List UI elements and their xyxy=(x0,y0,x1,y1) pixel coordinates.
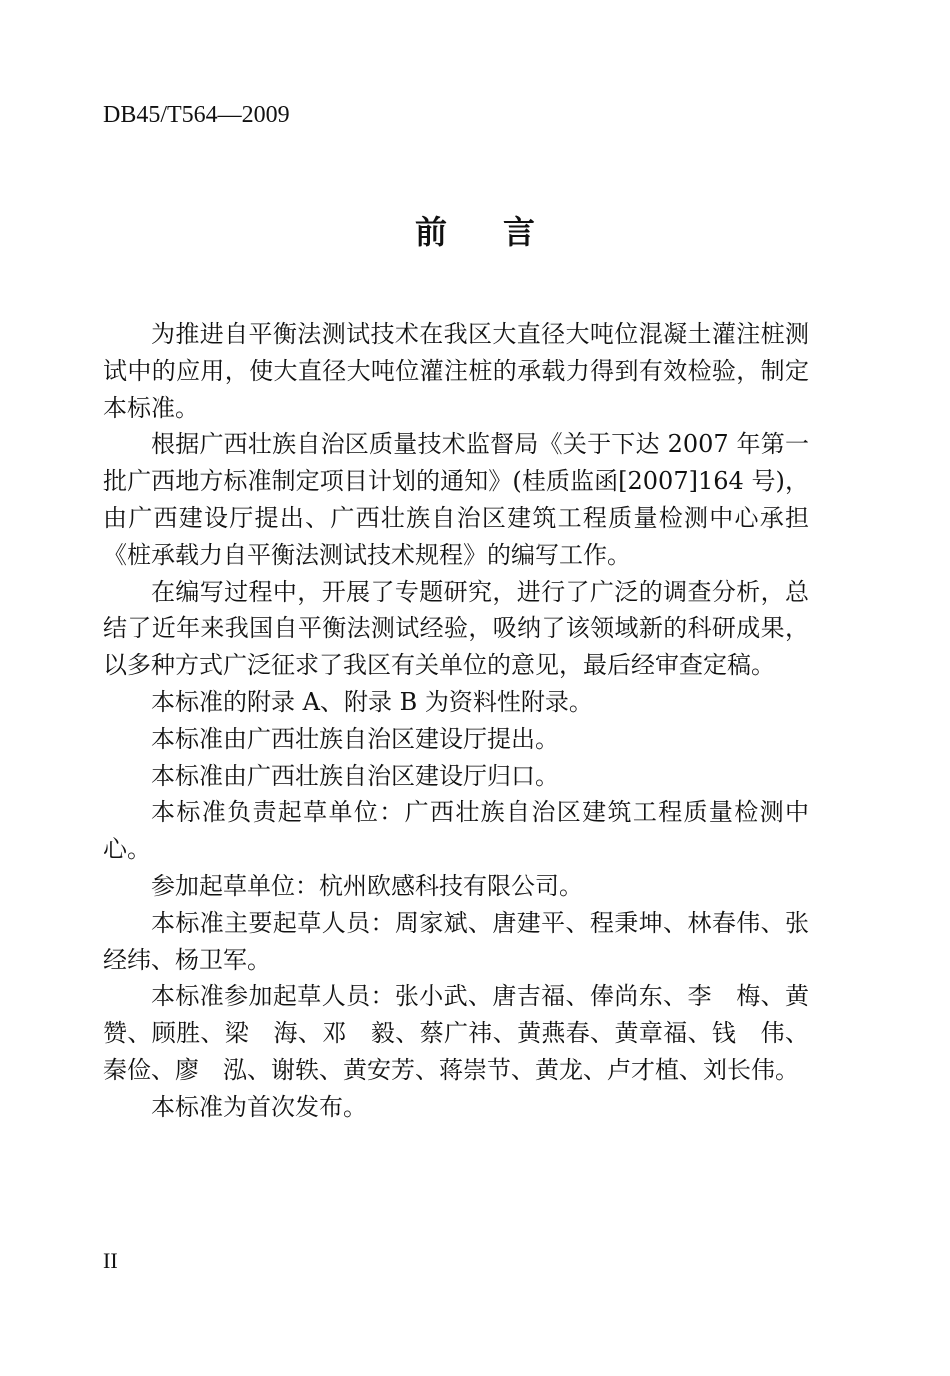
document-code: DB45/T564—2009 xyxy=(103,102,290,128)
paragraph-participating-drafters: 本标准参加起草人员：张小武、唐吉福、俸尚东、李 梅、黄赞、顾胜、梁 海、邓 毅、蔡广祎、黄燕春、黄章福、钱 伟、秦俭、廖 泓、谢轶、黄安芳、蒋崇节、黄龙、卢才植、刘长伟。 xyxy=(103,982,809,1084)
page-title: 前言 xyxy=(414,213,591,251)
paragraph-administrator: 本标准由广西壮族自治区建设厅归口。 xyxy=(151,761,559,790)
paragraph-main-drafters: 本标准主要起草人员：周家斌、唐建平、程秉坤、林春伟、张经纬、杨卫军。 xyxy=(103,908,809,974)
paragraph-basis: 根据广西壮族自治区质量技术监督局《关于下达 2007 年第一批广西地方标准制定项目计划的通知》(桂质监函[2007]164 号)，由广西建设厅提出、广西壮族自治区建筑工程质量检测中心承担《桩承载力自平衡法测试技术规程》的编写工作。 xyxy=(103,430,809,569)
paragraph-first-release: 本标准为首次发布。 xyxy=(151,1092,367,1121)
page-number: II xyxy=(103,1248,118,1273)
paragraph-purpose: 为推进自平衡法测试技术在我区大直径大吨位混凝土灌注桩测试中的应用，使大直径大吨位灌注桩的承载力得到有效检验，制定本标准。 xyxy=(103,320,809,422)
paragraph-participating-unit: 参加起草单位：杭州欧感科技有限公司。 xyxy=(151,871,583,900)
paragraph-appendix: 本标准的附录 A、附录 B 为资料性附录。 xyxy=(151,687,593,716)
paragraph-drafting-unit: 本标准负责起草单位：广西壮族自治区建筑工程质量检测中心。 xyxy=(103,798,809,864)
paragraph-proposer: 本标准由广西壮族自治区建设厅提出。 xyxy=(151,724,559,753)
paragraph-process: 在编写过程中，开展了专题研究，进行了广泛的调查分析，总结了近年来我国自平衡法测试经验，吸纳了该领域新的科研成果，以多种方式广泛征求了我区有关单位的意见，最后经审查定稿。 xyxy=(103,577,809,680)
foreword-body xyxy=(103,316,809,1126)
